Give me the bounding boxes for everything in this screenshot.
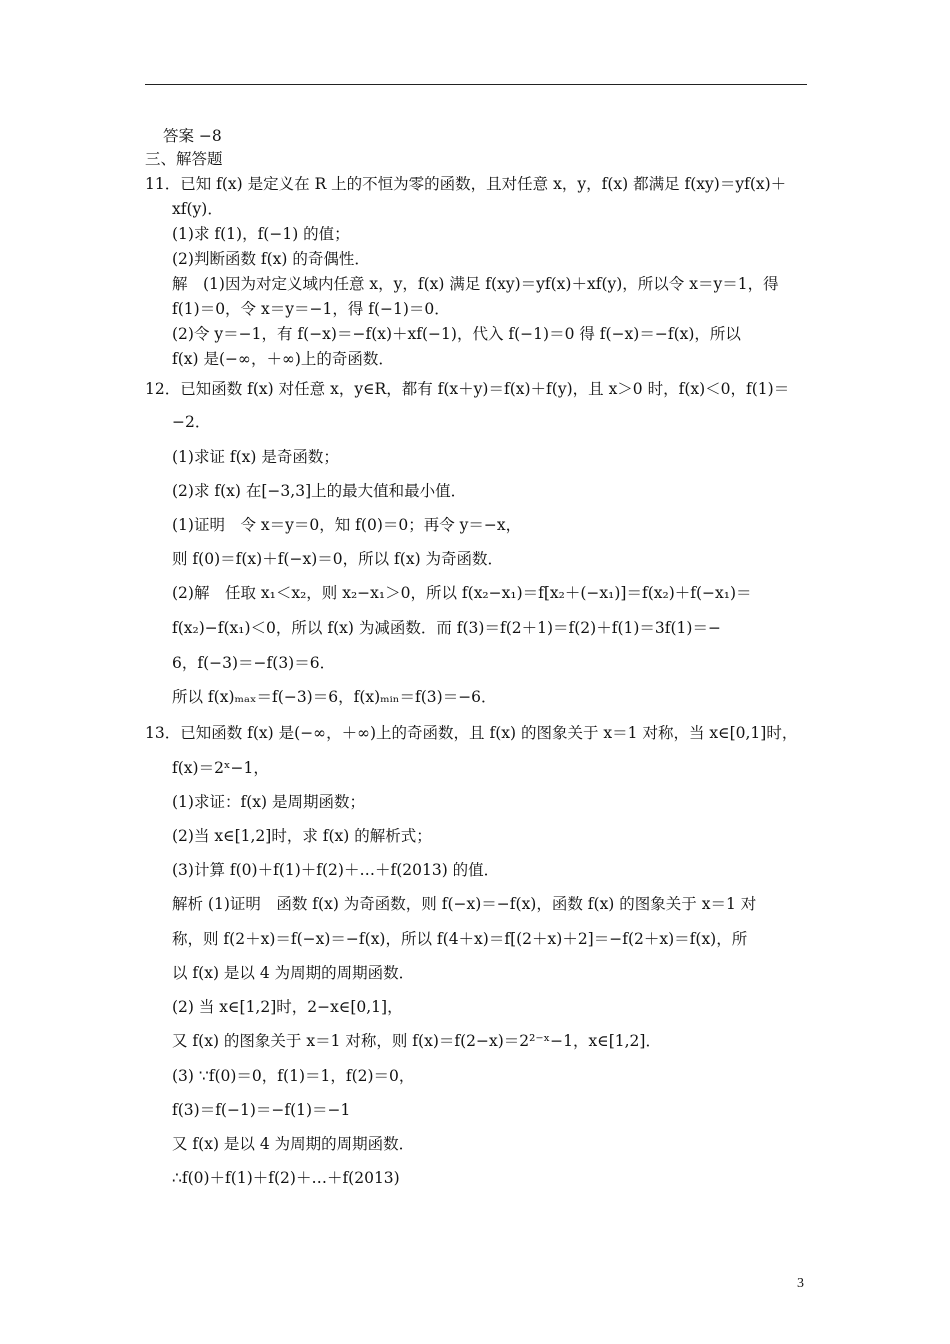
q13-solution-line3: 以 f(x) 是以 4 为周期的周期函数． <box>172 964 415 982</box>
q12-proof-line2: 则 f(0)＝f(x)＋f(−x)＝0，所以 f(x) 为奇函数． <box>172 550 504 568</box>
q12-part1: (1)求证 f(x) 是奇函数； <box>172 448 339 466</box>
q12-solution-line2: f(x₂)−f(x₁)＜0，所以 f(x) 为减函数．而 f(3)＝f(2＋1)＝f(2)＋f(1)＝3f(1)＝− <box>172 619 721 637</box>
page-number: 3 <box>797 1276 804 1291</box>
header-rule <box>145 84 807 85</box>
q11-solution-line2: f(1)＝0，令 x＝y＝−1，得 f(−1)＝0． <box>172 300 450 318</box>
q12-part2: (2)求 f(x) 在[−3,3]上的最大值和最小值． <box>172 482 467 500</box>
q13-stem-line2: f(x)＝2ˣ−1， <box>172 759 269 777</box>
q12-stem-line1: 12．已知函数 f(x) 对任意 x，y∈R，都有 f(x＋y)＝f(x)＋f(y)，且 x＞0 时，f(x)＜0，f(1)＝ <box>145 380 790 398</box>
q13-part3: (3)计算 f(0)＋f(1)＋f(2)＋…＋f(2013) 的值． <box>172 861 500 879</box>
q11-stem-line2: xf(y)． <box>172 200 223 218</box>
q13-part1: (1)求证：f(x) 是周期函数； <box>172 793 365 811</box>
q13-solution-line5: 又 f(x) 的图象关于 x＝1 对称，则 f(x)＝f(2−x)＝2²⁻ˣ−1，x∈[1,2]． <box>172 1032 661 1050</box>
q12-solution-line3: 6，f(−3)＝−f(3)＝6． <box>172 654 336 672</box>
q13-solution-line8: 又 f(x) 是以 4 为周期的周期函数． <box>172 1135 415 1153</box>
q13-solution-line4: (2) 当 x∈[1,2]时，2−x∈[0,1]， <box>172 998 403 1016</box>
q12-solution-line1: (2)解 任取 x₁＜x₂，则 x₂−x₁＞0，所以 f(x₂−x₁)＝f[x₂＋(−x₁)]＝f(x₂)＋f(−x₁)＝ <box>172 584 752 602</box>
answer-line: 答案 −8 <box>163 127 222 145</box>
q11-part2: (2)判断函数 f(x) 的奇偶性． <box>172 250 370 268</box>
q11-part1: (1)求 f(1)，f(−1) 的值； <box>172 225 350 243</box>
q13-part2: (2)当 x∈[1,2]时，求 f(x) 的解析式； <box>172 827 432 845</box>
q13-solution-line9: ∴f(0)＋f(1)＋f(2)＋…＋f(2013) <box>172 1169 400 1187</box>
q11-solution-line4: f(x) 是(−∞，＋∞)上的奇函数． <box>172 350 394 368</box>
q13-solution-line7: f(3)＝f(−1)＝−f(1)＝−1 <box>172 1101 351 1119</box>
q12-proof-line1: (1)证明 令 x＝y＝0，知 f(0)＝0；再令 y＝−x， <box>172 516 522 534</box>
section-title: 三、解答题 <box>145 150 223 168</box>
q12-stem-line2: −2． <box>172 413 211 431</box>
q11-solution-line3: (2)令 y＝−1，有 f(−x)＝−f(x)＋xf(−1)，代入 f(−1)＝0 得 f(−x)＝−f(x)，所以 <box>172 325 741 343</box>
q13-solution-line6: (3) ∵f(0)＝0，f(1)＝1，f(2)＝0， <box>172 1067 415 1085</box>
q11-stem-line1: 11．已知 f(x) 是定义在 R 上的不恒为零的函数，且对任意 x，y，f(x) 都满足 f(xy)＝yf(x)＋ <box>145 175 787 193</box>
q11-solution-line1: 解 (1)因为对定义域内任意 x，y，f(x) 满足 f(xy)＝yf(x)＋xf(y)，所以令 x＝y＝1，得 <box>172 275 779 293</box>
q12-solution-line4: 所以 f(x)ₘₐₓ＝f(−3)＝6，f(x)ₘᵢₙ＝f(3)＝−6． <box>172 688 497 706</box>
q13-stem-line1: 13．已知函数 f(x) 是(−∞，＋∞)上的奇函数，且 f(x) 的图象关于 x＝1 对称，当 x∈[0,1]时， <box>145 724 798 742</box>
q13-solution-line1: 解析 (1)证明 函数 f(x) 为奇函数，则 f(−x)＝−f(x)，函数 f(x) 的图象关于 x＝1 对 <box>172 895 757 913</box>
q13-solution-line2: 称，则 f(2＋x)＝f(−x)＝−f(x)，所以 f(4＋x)＝f[(2＋x)＋2]＝−f(2＋x)＝f(x)，所 <box>172 930 748 948</box>
